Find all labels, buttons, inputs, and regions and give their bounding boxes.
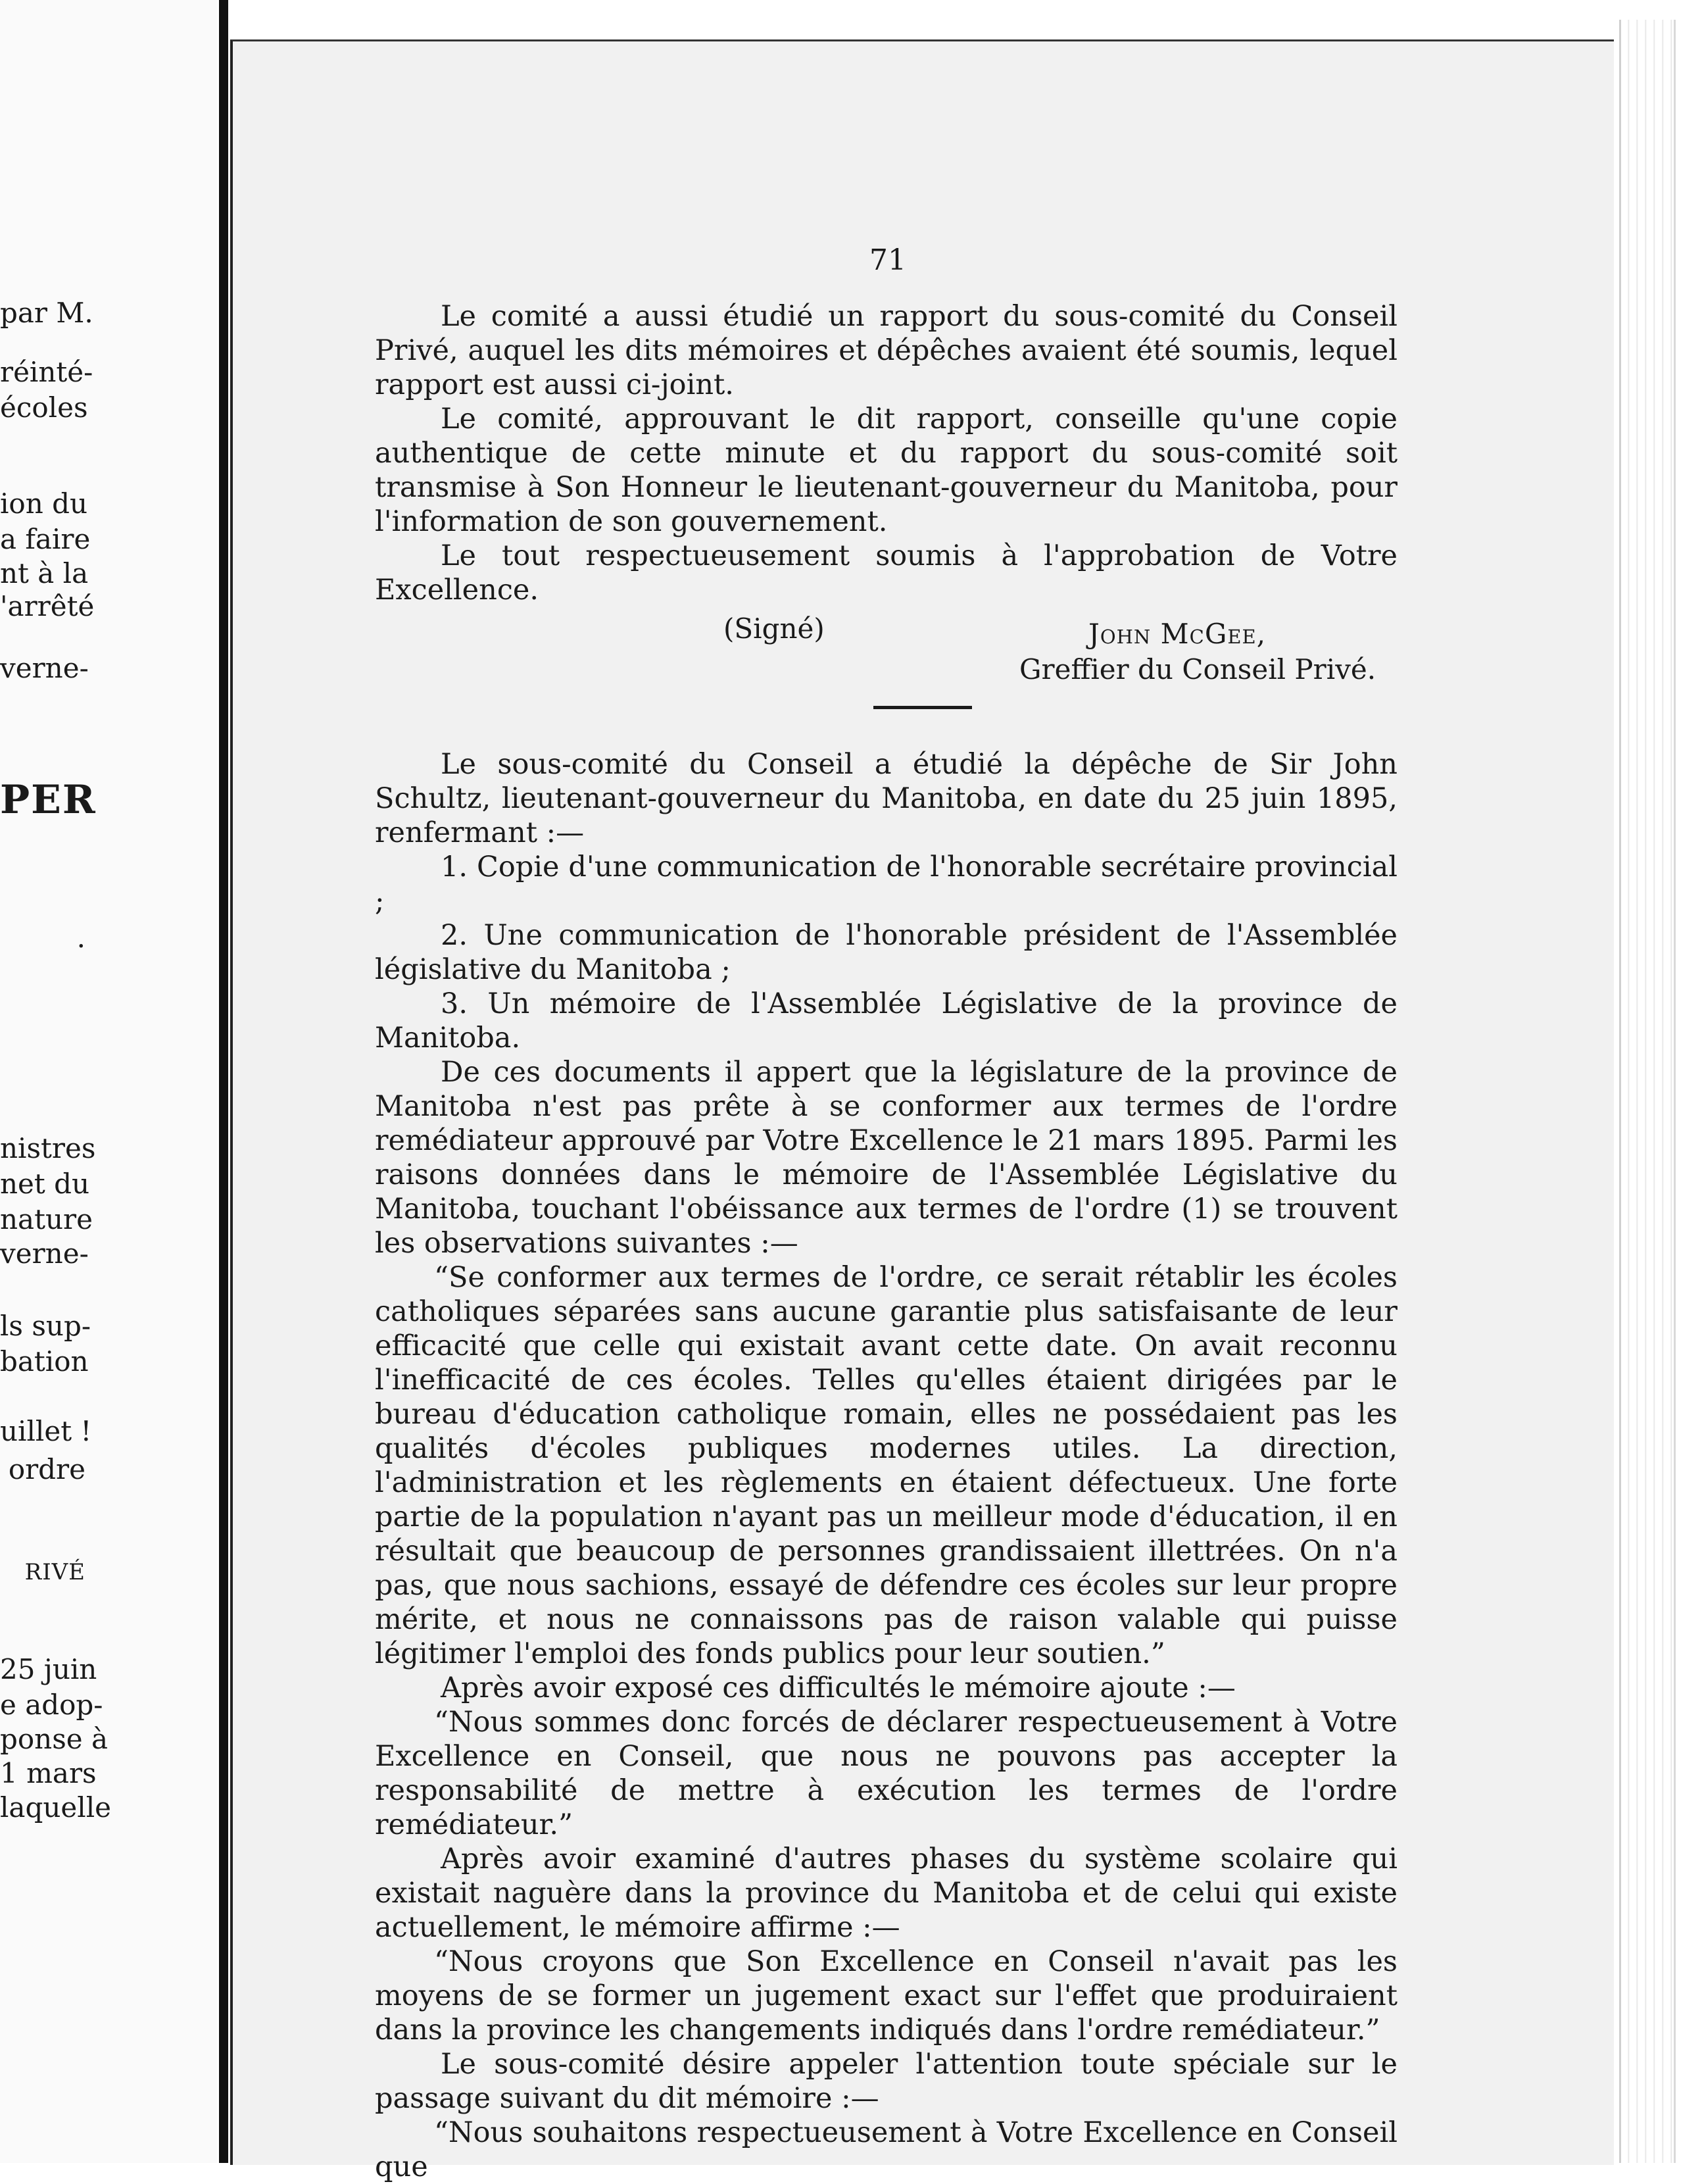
left-fragment-line: nt à la: [0, 557, 89, 589]
quotation: “Nous souhaitons respectueusement à Votre Excellence en Conseil que: [375, 2116, 1398, 2183]
paragraph: Après avoir examiné d'autres phases du système scolaire qui existait naguère dans la province du Manitoba et de celui qui existe actuellement, le mémoire affirme :—: [375, 1843, 1398, 1944]
signatory-role: Greffier du Conseil Privé.: [1019, 653, 1376, 685]
left-fragment-line: nature: [0, 1203, 93, 1235]
left-fragment-line: a faire: [0, 523, 91, 555]
signed-mark: (Signé): [723, 612, 825, 645]
signature-block: [375, 612, 1398, 691]
left-fragment-line: ponse à: [0, 1723, 109, 1755]
left-fragment-line: verne-: [0, 652, 89, 684]
left-fragment-line: bation: [0, 1345, 89, 1377]
left-fragment-line: 1 mars: [0, 1757, 97, 1789]
left-fragment-line: RIVÉ: [24, 1559, 85, 1585]
signatory-name: John McGee,: [1088, 618, 1267, 650]
paragraph: Le sous-comité désire appeler l'attention toute spéciale sur le passage suivant du dit mémoire :—: [375, 2048, 1398, 2115]
page-number: 71: [869, 243, 906, 277]
left-fragment-line: .: [76, 922, 85, 954]
left-fragment-line: uillet !: [0, 1415, 92, 1447]
left-fragment-heading: PER: [0, 777, 97, 823]
section-divider: [873, 706, 972, 709]
left-fragment-line: verne-: [0, 1237, 89, 1270]
left-fragment-line: par M.: [0, 297, 93, 329]
left-fragment-line: ion du: [0, 487, 88, 520]
paragraph: Le comité, approuvant le dit rapport, conseille qu'une copie authentique de cette minute et du rapport du sous-comité soit transmise à Son Honneur le lieutenant-gouverneur du Manitoba, pour l'information de son gouvernement.: [375, 403, 1398, 538]
paragraph: Le tout respectueusement soumis à l'approbation de Votre Excellence.: [375, 539, 1398, 607]
left-fragment-line: réinté-: [0, 356, 93, 388]
paragraph: De ces documents il appert que la législature de la province de Manitoba n'est pas prête à se conformer aux termes de l'ordre remédiateur approuvé par Votre Excellence le 21 mars 1895. Parmi les raisons données dans le mémoire de l'Assemblée Législative du Manitoba, touchant l'obéissance aux termes de l'ordre (1) se trouvent les observations suivantes :—: [375, 1056, 1398, 1260]
quotation: “Se conformer aux termes de l'ordre, ce serait rétablir les écoles catholiques séparées sans aucune garantie plus satisfaisante de leur efficacité que celle qui existait avant cette date. On avait reconnu l'inefficacité de ces écoles. Telles qu'elles étaient dirigées par le bureau d'éducation catholique romain, elles ne possédaient pas les qualités d'écoles publiques modernes utiles. La direction, l'administration et les règlements en étaient défectueux. Une forte partie de la population n'ayant pas un meilleur mode d'éducation, il en résultait que beaucoup de personnes grandissaient illettrées. On n'a pas, que nous sachions, essayé de défendre ces écoles sur leur propre mérite, et nous ne connaissons pas de raison valable qui puisse légitimer l'emploi des fonds publics pour leur soutien.”: [375, 1261, 1398, 1670]
left-fragment-line: écoles: [0, 391, 88, 424]
quotation: “Nous croyons que Son Excellence en Conseil n'avait pas les moyens de se former un jugement exact sur l'effet que produiraient dans la province les changements indiqués dans l'ordre remédiateur.”: [375, 1945, 1398, 2047]
list-item: 3. Un mémoire de l'Assemblée Législative de la province de Manitoba.: [375, 987, 1398, 1055]
left-fragment-line: 'arrêté: [0, 590, 95, 622]
list-item: 2. Une communication de l'honorable président de l'Assemblée législative du Manitoba ;: [375, 919, 1398, 986]
page-edges: [1619, 20, 1676, 2163]
left-fragment-line: net du: [0, 1168, 90, 1200]
paragraph: Le comité a aussi étudié un rapport du sous-comité du Conseil Privé, auquel les dits mémoires et dépêches avaient été soumis, lequel rapport est aussi ci-joint.: [375, 300, 1398, 401]
book-gutter: [219, 0, 228, 2163]
paragraph: Après avoir exposé ces difficultés le mémoire ajoute :—: [441, 1672, 1236, 1704]
paragraph: Le sous-comité du Conseil a étudié la dépêche de Sir John Schultz, lieutenant-gouverneur du Manitoba, en date du 25 juin 1895, renfermant :—: [375, 748, 1398, 849]
previous-page-fragment: [0, 0, 217, 2163]
left-fragment-line: ordre: [8, 1453, 85, 1485]
left-fragment-line: 25 juin: [0, 1653, 97, 1685]
quotation: “Nous sommes donc forcés de déclarer respectueusement à Votre Excellence en Conseil, que nous ne pouvons pas accepter la responsabilité de mettre à exécution les termes de l'ordre remédiateur.”: [375, 1706, 1398, 1841]
left-fragment-line: laquelle: [0, 1791, 111, 1824]
left-fragment-line: e adop-: [0, 1689, 103, 1721]
list-item: 1. Copie d'une communication de l'honorable secrétaire provincial ;: [375, 851, 1398, 918]
left-fragment-line: ls sup-: [0, 1310, 91, 1342]
left-fragment-line: nistres: [0, 1132, 96, 1164]
page-body: [375, 299, 1398, 2184]
